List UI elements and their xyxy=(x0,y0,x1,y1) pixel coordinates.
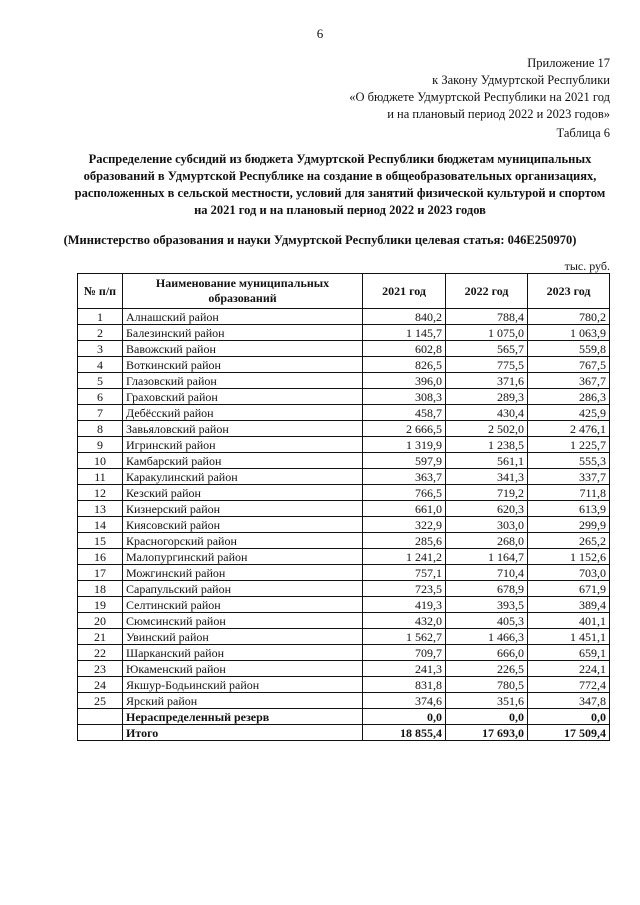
table-row xyxy=(78,629,610,645)
units-label: тыс. руб. xyxy=(564,259,610,273)
municipality-name: Балезинский район xyxy=(123,325,363,341)
value-2022: 0,0 xyxy=(446,709,528,725)
municipality-name: Кизнерский район xyxy=(123,501,363,517)
table-header-row xyxy=(78,274,610,309)
value-2022: 289,3 xyxy=(446,389,528,405)
table-row xyxy=(78,469,610,485)
appendix-line: «О бюджете Удмуртской Республики на 2021 год xyxy=(349,90,610,104)
row-number: 21 xyxy=(78,629,123,645)
title-line: образований в Удмуртской Республике на создание в общеобразовательных организациях, xyxy=(83,169,597,183)
value-2021: 285,6 xyxy=(363,533,446,549)
value-2022: 303,0 xyxy=(446,517,528,533)
value-2021: 1 241,2 xyxy=(363,549,446,565)
row-number: 22 xyxy=(78,645,123,661)
value-2021: 363,7 xyxy=(363,469,446,485)
value-2022: 1 238,5 xyxy=(446,437,528,453)
row-number: 8 xyxy=(78,421,123,437)
value-2023: 2 476,1 xyxy=(528,421,610,437)
table-row xyxy=(78,549,610,565)
table-row xyxy=(78,677,610,693)
value-2023: 224,1 xyxy=(528,661,610,677)
value-2022: 666,0 xyxy=(446,645,528,661)
value-2021: 1 319,9 xyxy=(363,437,446,453)
value-2023: 613,9 xyxy=(528,501,610,517)
value-2021: 709,7 xyxy=(363,645,446,661)
header-2021: 2021 год xyxy=(363,274,446,309)
row-number: 16 xyxy=(78,549,123,565)
empty-cell xyxy=(78,725,123,741)
value-2021: 831,8 xyxy=(363,677,446,693)
value-2023: 767,5 xyxy=(528,357,610,373)
row-number: 18 xyxy=(78,581,123,597)
value-2023: 337,7 xyxy=(528,469,610,485)
row-number: 3 xyxy=(78,341,123,357)
value-2022: 780,5 xyxy=(446,677,528,693)
value-2022: 620,3 xyxy=(446,501,528,517)
municipality-name: Дебёсский район xyxy=(123,405,363,421)
table-row xyxy=(78,309,610,325)
table-row xyxy=(78,437,610,453)
row-number: 7 xyxy=(78,405,123,421)
value-2023: 559,8 xyxy=(528,341,610,357)
value-2023: 1 152,6 xyxy=(528,549,610,565)
value-2021: 840,2 xyxy=(363,309,446,325)
table-row xyxy=(78,565,610,581)
value-2023: 555,3 xyxy=(528,453,610,469)
reserve-row-label: Нераспределенный резерв xyxy=(123,709,363,725)
value-2022: 775,5 xyxy=(446,357,528,373)
value-2022: 1 164,7 xyxy=(446,549,528,565)
value-2023: 265,2 xyxy=(528,533,610,549)
title-line: расположенных в сельской местности, условий для занятий физической культурой и спортом xyxy=(74,186,606,200)
value-2021: 826,5 xyxy=(363,357,446,373)
value-2022: 710,4 xyxy=(446,565,528,581)
value-2021: 602,8 xyxy=(363,341,446,357)
header-num: № п/п xyxy=(78,274,123,309)
row-number: 12 xyxy=(78,485,123,501)
value-2021: 241,3 xyxy=(363,661,446,677)
table-row xyxy=(78,693,610,709)
value-2023: 1 225,7 xyxy=(528,437,610,453)
value-2023: 1 451,1 xyxy=(528,629,610,645)
row-number: 23 xyxy=(78,661,123,677)
table-body xyxy=(78,309,610,741)
municipality-name: Игринский район xyxy=(123,437,363,453)
value-2023: 17 509,4 xyxy=(528,725,610,741)
appendix-header xyxy=(349,55,610,142)
ministry-note: (Министерство образования и науки Удмуртской Республики целевая статья: 046Е250970) xyxy=(63,233,577,247)
value-2022: 405,3 xyxy=(446,613,528,629)
municipality-name: Красногорский район xyxy=(123,533,363,549)
table-row xyxy=(78,341,610,357)
value-2023: 671,9 xyxy=(528,581,610,597)
value-2023: 401,1 xyxy=(528,613,610,629)
value-2023: 0,0 xyxy=(528,709,610,725)
value-2021: 766,5 xyxy=(363,485,446,501)
value-2022: 17 693,0 xyxy=(446,725,528,741)
page-number: 6 xyxy=(316,26,324,41)
row-number: 2 xyxy=(78,325,123,341)
table-row xyxy=(78,405,610,421)
total-row-label: Итого xyxy=(123,725,363,741)
table-row xyxy=(78,325,610,341)
municipality-name: Граховский район xyxy=(123,389,363,405)
row-number: 13 xyxy=(78,501,123,517)
value-2021: 1 145,7 xyxy=(363,325,446,341)
municipality-name: Киясовский район xyxy=(123,517,363,533)
table-row xyxy=(78,421,610,437)
value-2021: 18 855,4 xyxy=(363,725,446,741)
row-number: 17 xyxy=(78,565,123,581)
table-row xyxy=(78,597,610,613)
table-row xyxy=(78,613,610,629)
value-2023: 425,9 xyxy=(528,405,610,421)
reserve-row xyxy=(78,709,610,725)
municipality-name: Шарканский район xyxy=(123,645,363,661)
value-2021: 322,9 xyxy=(363,517,446,533)
table-row xyxy=(78,357,610,373)
municipality-name: Завьяловский район xyxy=(123,421,363,437)
table-row xyxy=(78,501,610,517)
row-number: 25 xyxy=(78,693,123,709)
table-row xyxy=(78,645,610,661)
value-2022: 226,5 xyxy=(446,661,528,677)
appendix-line: и на плановый период 2022 и 2023 годов» xyxy=(387,107,610,121)
value-2023: 1 063,9 xyxy=(528,325,610,341)
title-line: на 2021 год и на плановый период 2022 и 2023 годов xyxy=(194,203,486,217)
row-number: 9 xyxy=(78,437,123,453)
value-2021: 374,6 xyxy=(363,693,446,709)
value-2022: 430,4 xyxy=(446,405,528,421)
value-2022: 565,7 xyxy=(446,341,528,357)
row-number: 4 xyxy=(78,357,123,373)
value-2023: 389,4 xyxy=(528,597,610,613)
value-2023: 367,7 xyxy=(528,373,610,389)
row-number: 11 xyxy=(78,469,123,485)
municipality-name: Якшур-Бодьинский район xyxy=(123,677,363,693)
value-2021: 1 562,7 xyxy=(363,629,446,645)
value-2021: 0,0 xyxy=(363,709,446,725)
table-row xyxy=(78,661,610,677)
value-2023: 711,8 xyxy=(528,485,610,501)
subsidy-table xyxy=(77,273,610,741)
value-2023: 286,3 xyxy=(528,389,610,405)
value-2022: 788,4 xyxy=(446,309,528,325)
value-2023: 299,9 xyxy=(528,517,610,533)
value-2021: 723,5 xyxy=(363,581,446,597)
empty-cell xyxy=(78,709,123,725)
header-name: Наименование муниципальных образований xyxy=(123,274,363,309)
value-2021: 2 666,5 xyxy=(363,421,446,437)
title-line: Распределение субсидий из бюджета Удмуртской Республики бюджетам муниципальных xyxy=(88,152,592,166)
value-2022: 351,6 xyxy=(446,693,528,709)
row-number: 5 xyxy=(78,373,123,389)
value-2022: 1 075,0 xyxy=(446,325,528,341)
municipality-name: Сюмсинский район xyxy=(123,613,363,629)
value-2022: 341,3 xyxy=(446,469,528,485)
table-row xyxy=(78,373,610,389)
value-2022: 561,1 xyxy=(446,453,528,469)
value-2021: 396,0 xyxy=(363,373,446,389)
municipality-name: Можгинский район xyxy=(123,565,363,581)
municipality-name: Глазовский район xyxy=(123,373,363,389)
municipality-name: Селтинский район xyxy=(123,597,363,613)
row-number: 20 xyxy=(78,613,123,629)
municipality-name: Малопургинский район xyxy=(123,549,363,565)
value-2022: 2 502,0 xyxy=(446,421,528,437)
table-row xyxy=(78,453,610,469)
value-2023: 772,4 xyxy=(528,677,610,693)
total-row xyxy=(78,725,610,741)
municipality-name: Каракулинский район xyxy=(123,469,363,485)
municipality-name: Юкаменский район xyxy=(123,661,363,677)
value-2021: 597,9 xyxy=(363,453,446,469)
value-2022: 678,9 xyxy=(446,581,528,597)
value-2023: 347,8 xyxy=(528,693,610,709)
municipality-name: Воткинский район xyxy=(123,357,363,373)
municipality-name: Кезский район xyxy=(123,485,363,501)
table-row xyxy=(78,533,610,549)
table-row xyxy=(78,517,610,533)
municipality-name: Сарапульский район xyxy=(123,581,363,597)
municipality-name: Алнашский район xyxy=(123,309,363,325)
value-2022: 1 466,3 xyxy=(446,629,528,645)
municipality-name: Камбарский район xyxy=(123,453,363,469)
value-2023: 659,1 xyxy=(528,645,610,661)
row-number: 24 xyxy=(78,677,123,693)
value-2021: 661,0 xyxy=(363,501,446,517)
value-2022: 371,6 xyxy=(446,373,528,389)
value-2021: 757,1 xyxy=(363,565,446,581)
value-2021: 308,3 xyxy=(363,389,446,405)
header-2022: 2022 год xyxy=(446,274,528,309)
table-row xyxy=(78,581,610,597)
municipality-name: Ярский район xyxy=(123,693,363,709)
row-number: 10 xyxy=(78,453,123,469)
table-row xyxy=(78,389,610,405)
document-title xyxy=(40,151,640,219)
value-2022: 268,0 xyxy=(446,533,528,549)
municipality-name: Увинский район xyxy=(123,629,363,645)
row-number: 1 xyxy=(78,309,123,325)
table-label: Таблица 6 xyxy=(556,126,610,140)
value-2022: 393,5 xyxy=(446,597,528,613)
value-2021: 419,3 xyxy=(363,597,446,613)
value-2023: 780,2 xyxy=(528,309,610,325)
row-number: 6 xyxy=(78,389,123,405)
row-number: 14 xyxy=(78,517,123,533)
value-2023: 703,0 xyxy=(528,565,610,581)
value-2021: 432,0 xyxy=(363,613,446,629)
appendix-line: к Закону Удмуртской Республики xyxy=(432,73,610,87)
table-row xyxy=(78,485,610,501)
row-number: 15 xyxy=(78,533,123,549)
row-number: 19 xyxy=(78,597,123,613)
value-2021: 458,7 xyxy=(363,405,446,421)
value-2022: 719,2 xyxy=(446,485,528,501)
appendix-line: Приложение 17 xyxy=(527,56,610,70)
header-2023: 2023 год xyxy=(528,274,610,309)
municipality-name: Вавожский район xyxy=(123,341,363,357)
